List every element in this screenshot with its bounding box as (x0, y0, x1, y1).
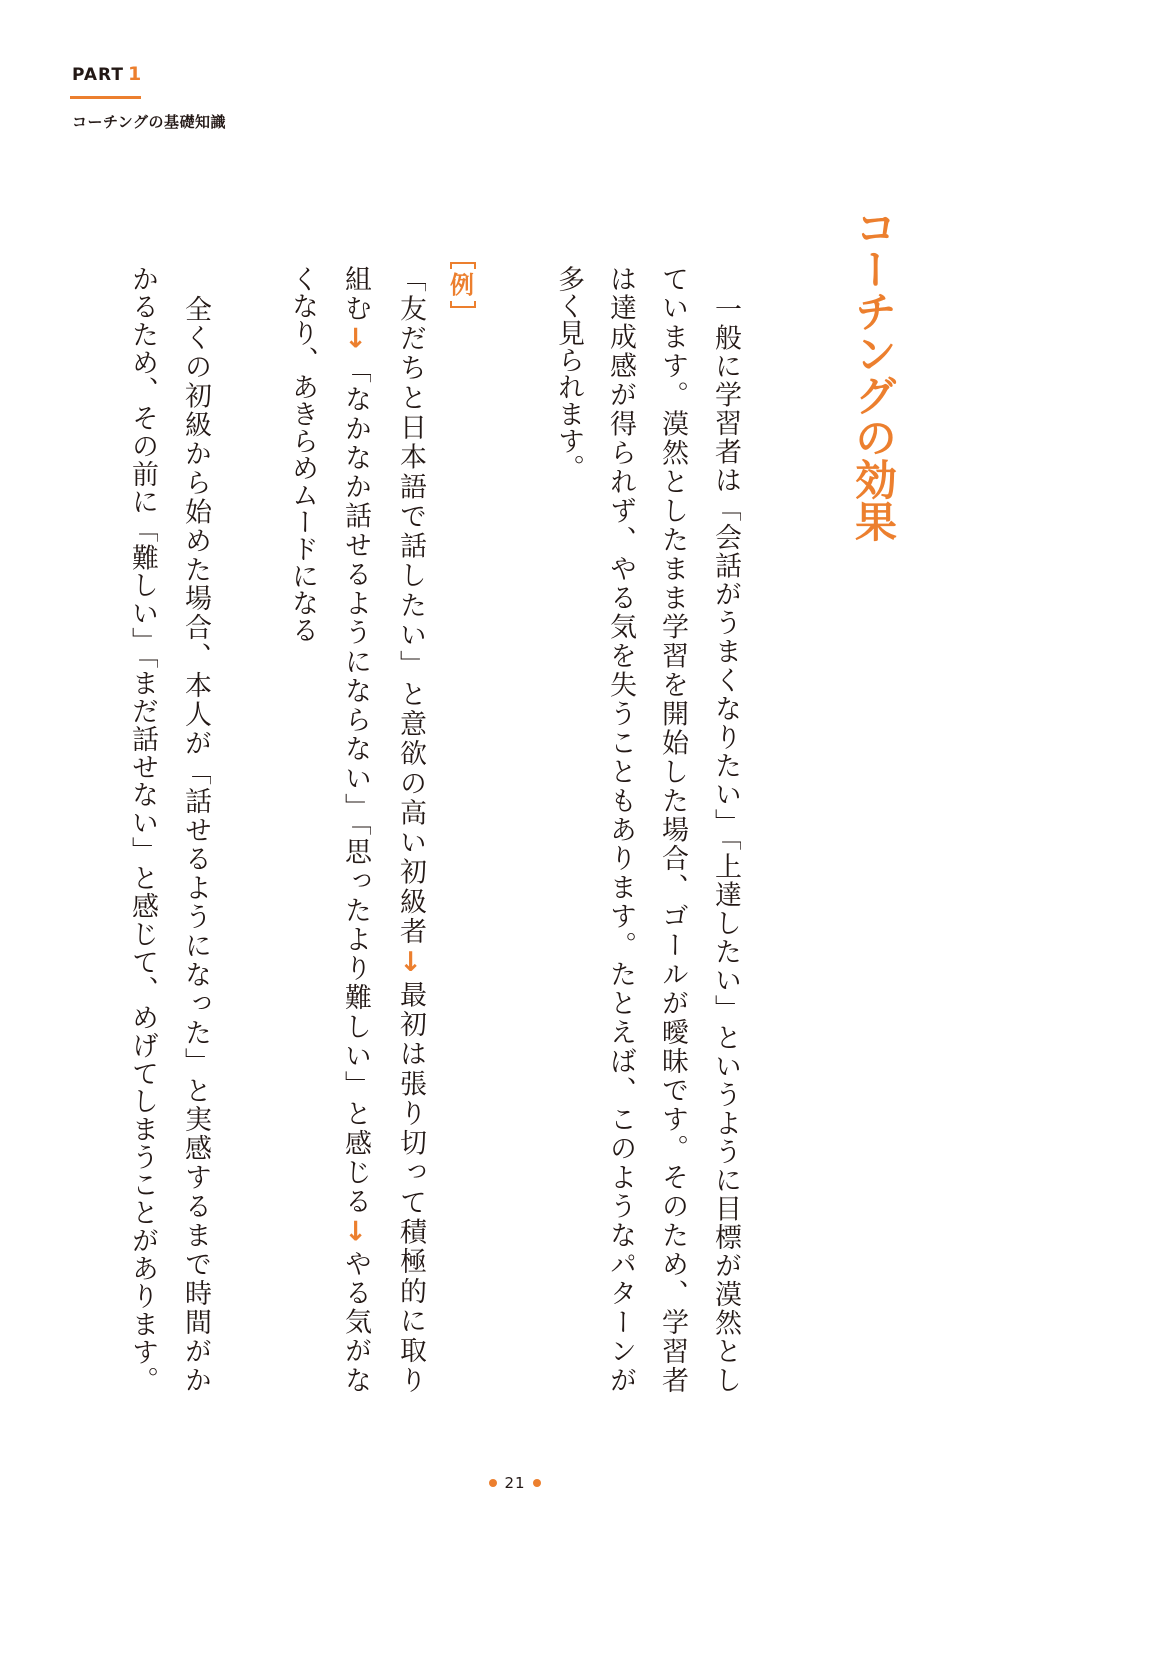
example-text: 「なかなか話せるようにならない」「思ったより難しい」と感じる (340, 354, 371, 1217)
example-line-3 (286, 265, 318, 1393)
example-line-1 (394, 265, 426, 1393)
section-title: コーチングの基礎知識 (72, 113, 226, 131)
example-bracket-open (450, 262, 476, 269)
example-label (447, 262, 477, 308)
paragraph-2-line-2: かるため、その前に「難しい」「まだ話せない」と感じて、めげてしまうことがあります。 (127, 265, 158, 1393)
paragraph-1-line-2: ています。漠然としたまま学習を開始した場合、ゴールが曖昧です。そのため、学習者 (657, 265, 688, 1393)
paragraph-1-line-3: は達成感が得られず、やる気を失うこともあります。たとえば、このようなパターンが (605, 265, 636, 1393)
example-label-text: 例 (450, 271, 474, 299)
example-text: 「友だちと日本語で話したい」と意欲の高い初級者 (395, 265, 426, 947)
down-arrow-icon: ↓ (340, 1216, 371, 1248)
page-title: コーチングの効果 (849, 206, 898, 542)
paragraph-2-line-1: 全くの初級から始めた場合、本人が「話せるようになった」と実感するまで時間がか (180, 295, 211, 1393)
down-arrow-icon: ↓ (340, 323, 371, 355)
example-text: くなり、あきらめムードになる (287, 265, 318, 643)
down-arrow-icon: ↓ (395, 946, 426, 978)
example-bracket-close (450, 301, 476, 308)
example-text: 組む (340, 265, 371, 324)
example-text: やる気がな (340, 1247, 371, 1393)
part-underline (70, 96, 141, 99)
paragraph-1-line-1: 一般に学習者は「会話がうまくなりたい」「上達したい」というように目標が漠然とし (710, 295, 741, 1393)
page-footer (465, 1472, 565, 1494)
bullet-dot-icon (533, 1479, 541, 1487)
example-text: 最初は張り切って積極的に取り (395, 977, 426, 1393)
part-label (72, 63, 142, 85)
paragraph-1-line-4: 多く見られます。 (553, 265, 584, 481)
part-label-text: PART (72, 65, 124, 85)
part-number: 1 (127, 63, 143, 85)
bullet-dot-icon (489, 1479, 497, 1487)
example-line-2 (339, 265, 371, 1393)
page-number: 21 (504, 1474, 526, 1492)
